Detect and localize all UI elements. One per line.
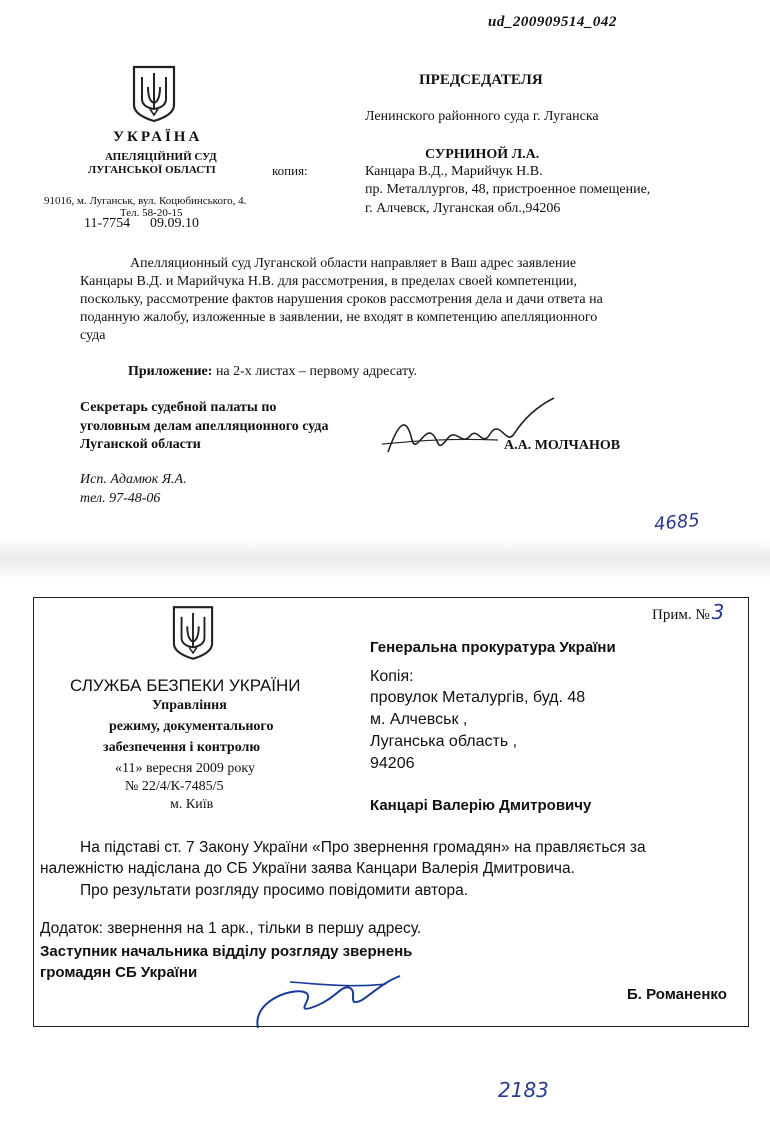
- trident-emblem: [132, 65, 176, 123]
- signer-position-line3: Луганской области: [80, 437, 201, 452]
- letter2-body-line: належністю надіслана до СБ України заява Канцари Валерія Дмитровича.: [40, 860, 575, 877]
- copy-recipient-names: Канцара В.Д., Марийчук Н.В.: [365, 164, 543, 179]
- letter2-body-line: На підставі ст. 7 Закону України «Про звернення громадян» на правляється за: [80, 839, 646, 856]
- letter1-body-line: Апелляционный суд Луганской области направляет в Ваш адрес заявление: [130, 256, 577, 271]
- address-city: м. Алчевськ ,: [370, 711, 468, 728]
- court-name-line2: ЛУГАНСЬКОЇ ОБЛАСТІ: [88, 164, 216, 176]
- signer-position-line2: уголовным делам апелляционного суда: [80, 419, 329, 434]
- letter2-city: м. Київ: [170, 797, 214, 812]
- signer-name: А.А. МОЛЧАНОВ: [504, 438, 621, 453]
- scan-fold-shadow: [0, 540, 770, 580]
- handwritten-registration-number: 4685: [653, 509, 701, 536]
- letter1-body-line: поскольку, рассмотрение фактов нарушения сроков рассмотрения дела и дачи ответа на: [80, 292, 603, 307]
- recipient-organization: Генеральна прокуратура України: [370, 639, 616, 656]
- note-number: [652, 600, 724, 624]
- letter2-number: № 22/4/К-7485/5: [125, 779, 224, 794]
- letter1-body-line: Канцары В.Д. и Марийчука Н.В. для рассмотрения, в пределах своей компетенции,: [80, 274, 578, 289]
- handwritten-page-number: 2183: [498, 1078, 549, 1102]
- letter1-body-line: поданную жалобу, изложенные в заявлении, не входят в компетенцию апелляционного: [80, 310, 598, 325]
- executor-phone: тел. 97-48-06: [80, 491, 161, 506]
- outgoing-date: 09.09.10: [150, 216, 199, 231]
- address-street: провулок Металургів, буд. 48: [370, 689, 586, 706]
- address-region: Луганська область ,: [370, 733, 518, 750]
- department-line2: режиму, документального: [109, 719, 274, 734]
- signer-position-line1: Заступник начальника відділу розгляду звернень: [40, 943, 413, 960]
- copy-recipient-city: г. Алчевск, Луганская обл.,94206: [365, 201, 561, 216]
- letter2-body-line: Про результати розгляду просимо повідомити автора.: [80, 882, 469, 899]
- outgoing-number: 11-7754: [84, 216, 131, 231]
- signature-molchanov: [378, 394, 558, 466]
- address-postcode: 94206: [370, 755, 415, 772]
- addressee-name: Канцарі Валерію Дмитровичу: [370, 797, 592, 814]
- note-label: Прим. №: [652, 607, 710, 623]
- agency-name: СЛУЖБА БЕЗПЕКИ УКРАЇНИ: [70, 676, 301, 695]
- department-line1: Управління: [152, 698, 227, 713]
- department-line3: забезпечення і контролю: [103, 740, 261, 755]
- trident-emblem: [172, 604, 214, 662]
- executor-name: Исп. Адамюк Я.А.: [80, 472, 187, 487]
- copy-label: копия:: [272, 163, 308, 178]
- signer-position-line2: громадян СБ України: [40, 964, 198, 981]
- recipient-title: ПРЕДСЕДАТЕЛЯ: [419, 72, 543, 88]
- country-label: УКРАЇНА: [113, 129, 203, 145]
- note-number-value: 3: [711, 600, 725, 624]
- letter2-date: «11» вересня 2009 року: [115, 761, 256, 776]
- recipient-name: СУРНИНОЙ Л.А.: [425, 147, 540, 162]
- signature-romanenko: [250, 962, 410, 1034]
- letter2-attachment: Додаток: звернення на 1 арк., тільки в першу адресу.: [40, 920, 422, 937]
- attachment-text: на 2-х листах – первому адресату.: [215, 364, 417, 379]
- document-id: ud_200909514_042: [488, 14, 617, 30]
- recipient-organization: Ленинского районного суда г. Луганска: [365, 109, 599, 124]
- copy-label: Копія:: [370, 668, 414, 685]
- attachment-line: [128, 364, 417, 380]
- court-address: 91016, м. Луганськ, вул. Коцюбинського, 4.: [44, 195, 247, 207]
- signer-name: Б. Романенко: [627, 986, 727, 1003]
- attachment-label: Приложение:: [128, 364, 213, 379]
- court-name-line1: АПЕЛЯЦІЙНИЙ СУД: [105, 151, 217, 163]
- copy-recipient-street: пр. Металлургов, 48, пристроенное помещение,: [365, 182, 651, 197]
- signer-position-line1: Секретарь судебной палаты по: [80, 400, 277, 415]
- court-phone: Тел. 58-20-15: [120, 207, 183, 219]
- letter1-body-line: суда: [80, 328, 106, 343]
